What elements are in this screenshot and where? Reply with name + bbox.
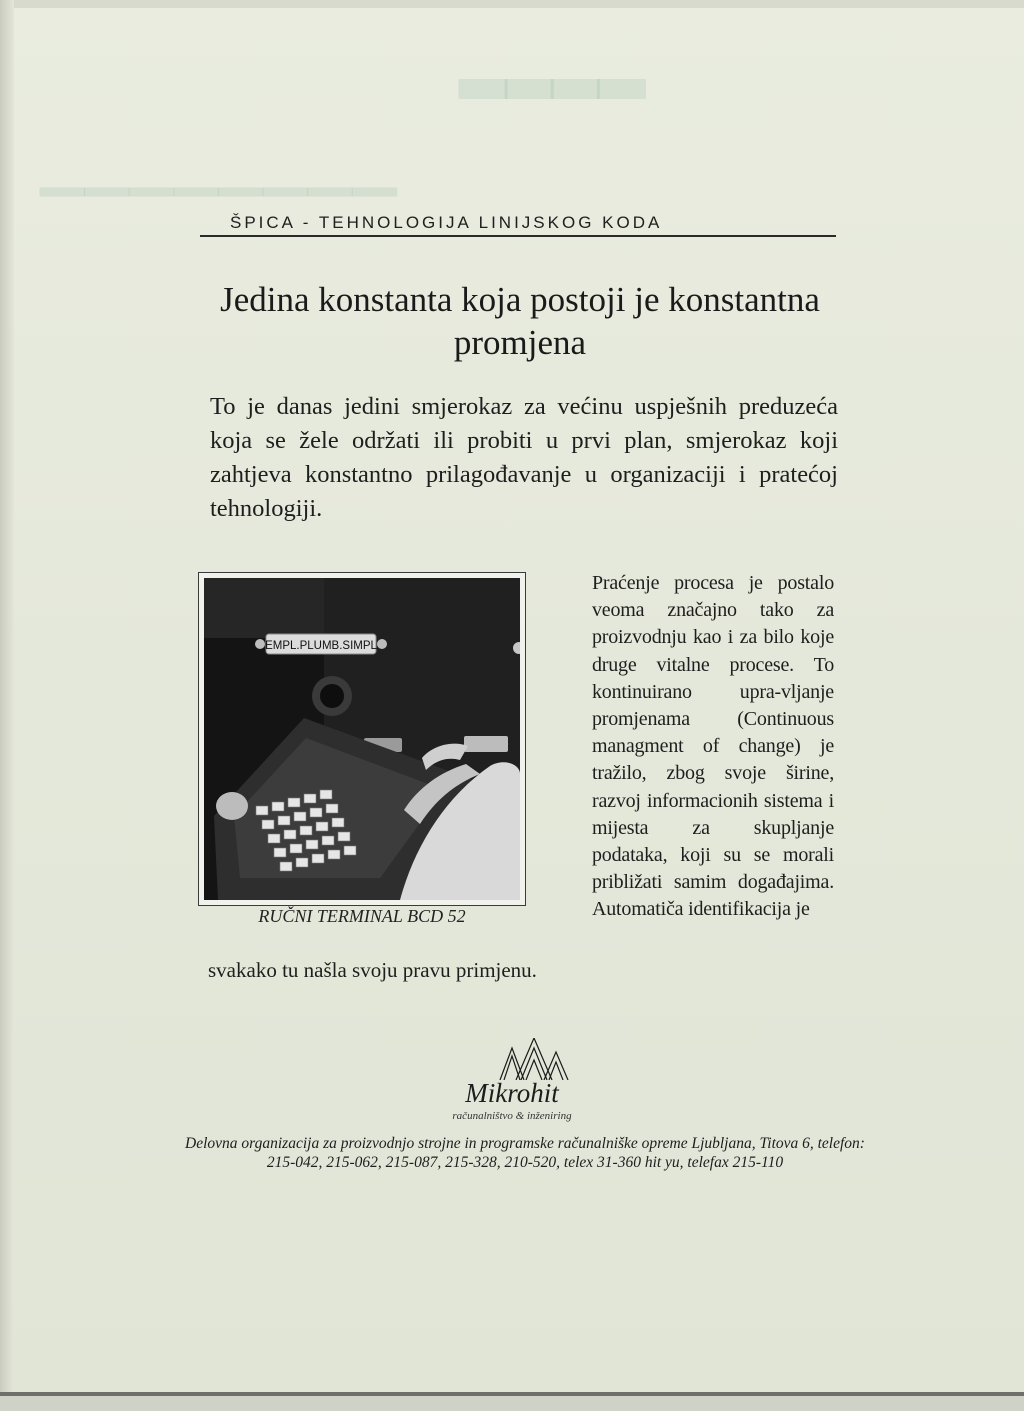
section-header: ŠPICA - TEHNOLOGIJA LINIJSKOG KODA <box>200 213 836 237</box>
article-continuation: svakako tu našla svoju pravu primjenu. <box>208 958 537 982</box>
left-edge <box>0 0 14 1411</box>
top-edge <box>0 0 1024 8</box>
company-tagline: računalništvo & inženiring <box>452 1110 572 1122</box>
bleed-through-mark: ▁▁▁▁▁▁▁▁ <box>40 130 397 195</box>
company-address: Delovna organizacija za proizvodnjo strojne in programske računalniške opreme Ljubljana, Titova 6, telefon: 215-042, 215-062, 215-087, 215-328, 210-520, telex 31-360 hit yu, telefax 215-110 <box>185 1135 865 1171</box>
company-name: Mikrohit <box>465 1078 559 1108</box>
article-headline: Jedina konstanta koja postoji je konstantna promjena <box>220 280 820 362</box>
article-intro: To je danas jedini smjerokaz za većinu uspješnih preduzeća koja se žele održati ili probiti u prvi plan, smjerokaz koji zahtjeva konstantno prilagođavanje u organizaciji i pratećoj tehnologiji. <box>210 393 838 522</box>
bleed-through-mark: ▂▂▂▂ <box>460 29 645 96</box>
mikrohit-logo-icon <box>496 1038 572 1080</box>
device-label: EMPL.PLUMB.SIMPL <box>265 640 377 652</box>
handheld-terminal-photo <box>204 578 520 900</box>
article-side-column: Praćenje procesa je postalo veoma značajno tako za proizvodnju kao i za bilo koje druge vitalne procese. To kontinuirano upra-vljanje promjenama (Continuous managment of change) je tražilo, zbog svoje širine, razvoj informacionih sistema i mijesta za skupljanje podataka, koji su se morali približati samim događajima. Automatiča identifikacija je <box>592 572 834 921</box>
photo-caption: RUČNI TERMINAL BCD 52 <box>258 906 466 926</box>
photo-frame <box>198 572 526 906</box>
bottom-edge <box>0 1396 1024 1411</box>
